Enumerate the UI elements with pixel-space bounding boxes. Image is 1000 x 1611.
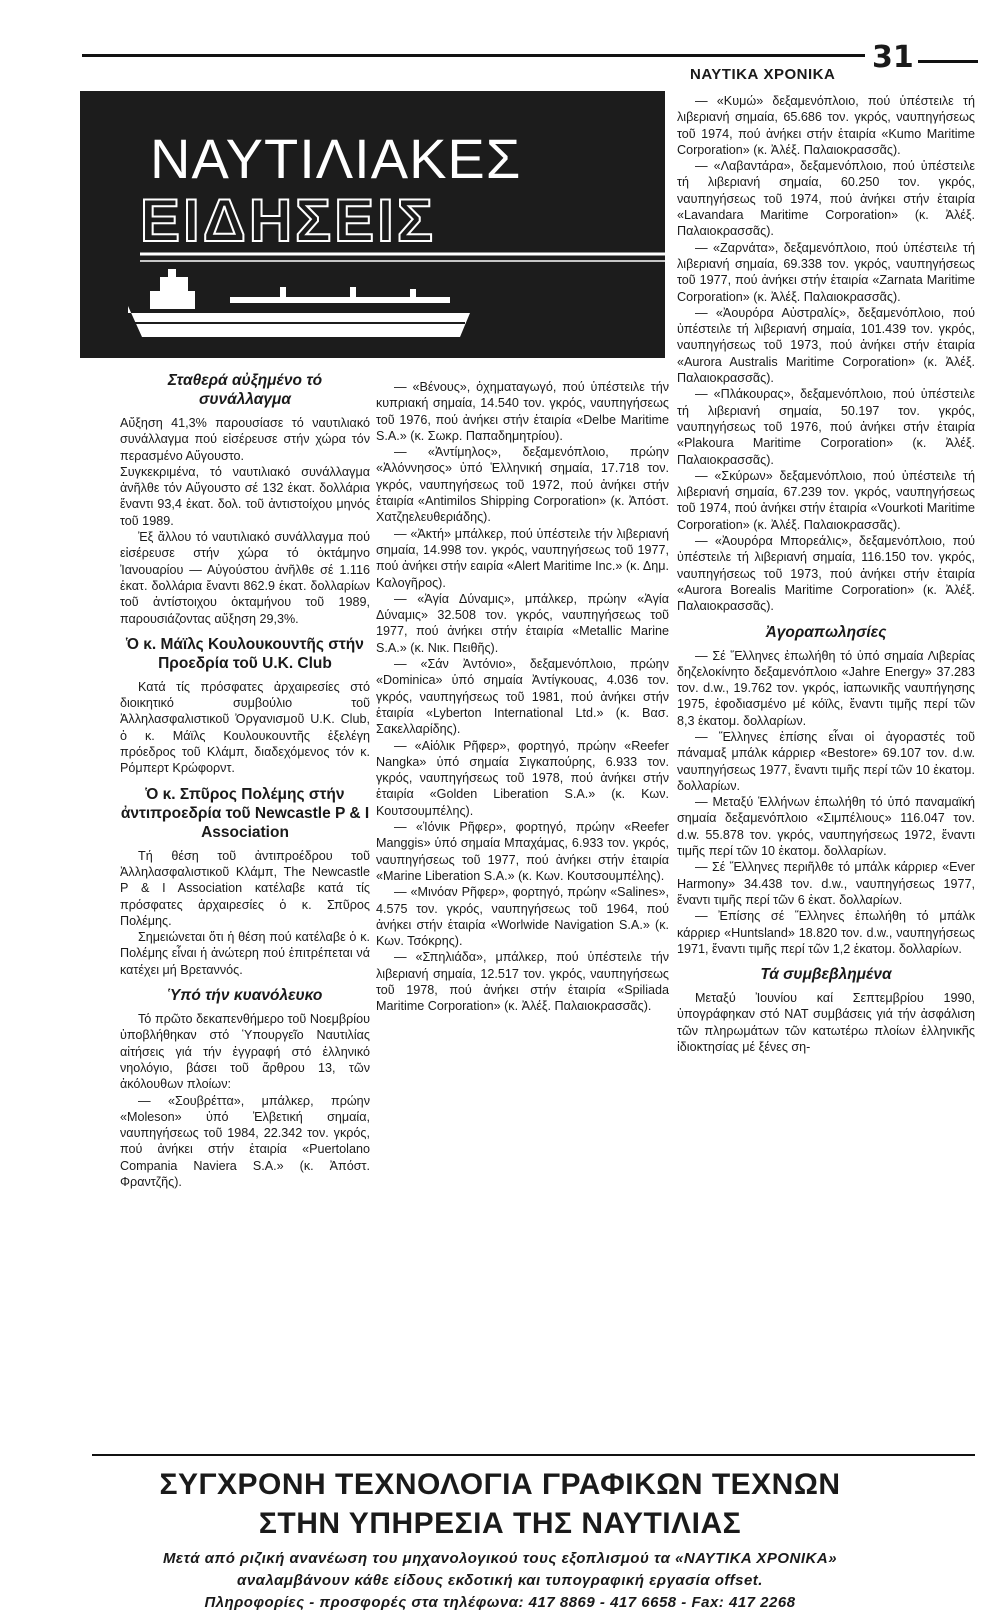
- article-paragraph: — «Ἀουρόρα Αὐστραλίς», δεξαμενόπλοιο, πού ὑπέστειλε τή λιβεριανή σημαία, 101.439 τον. γκρός, ναυπηγήσεως τοῦ 1973, πού ἀνήκει στήν ἑταιρία «Aurora Australis Maritime Corporation» (κ. Ἀλέξ. Παλαιοκρασσᾶς).: [677, 305, 975, 386]
- article-title: Ὑπό τήν κυανόλευκο: [167, 987, 323, 1005]
- article-paragraph: — «Βένους», ὀχηματαγωγό, πού ὑπέστειλε τήν κυπριακή σημαία, 14.540 τον. γκρός, ναυπηγήσεως τοῦ 1976, πού ἀνήκει στήν ἑταιρία «Delbe Maritime S.A.» (κ. Σωκρ. Παπαδημητρίου).: [376, 380, 669, 443]
- article-paragraph: Τή θέση τοῦ ἀντιπροέδρου τοῦ Ἀλληλασφαλιστικοῦ Κλάμπ, The Newcastle P & I Association κατέλαβε κατά τίς πρόσφατες ἀρχαιρεσίες ὁ κ. Σπῦρος Πολέμης.: [120, 848, 370, 928]
- article-paragraph: Μεταξύ Ἰουνίου καί Σεπτεμβρίου 1990, ὑπογράφηκαν στό NAT συμβάσεις γιά τήν ἀσφάλιση τῶν πληρωμάτων τῶν κατωτέρω πλοίων ἑλληνικῆς ἰδιοκτησίας μέ ξένες ση-: [677, 991, 975, 1055]
- article-paragraph: Κατά τίς πρόσφατες ἀρχαιρεσίες στό διοικητικό συμβούλιο τοῦ Ἀλληλασφαλιστικοῦ Ὀργανισμοῦ U.K. Club, ὁ κ. Μάϊλς Κουλουκουντῆς ἐξελέγη πρόεδρος τοῦ Κλάμπ, διαδεχόμενος τόν κ. Ρόμπερτ Κρώφορντ.: [120, 679, 370, 776]
- article-paragraph: — «Κυμώ» δεξαμενόπλοιο, πού ὑπέστειλε τή λιβεριανή σημαία, 65.686 τον. γκρός, ναυπηγήσεως τοῦ 1974, πού ἀνήκει στήν ἑταιρία «Kumo Maritime Corporation» (κ. Ἀλέξ. Παλαιοκρασσᾶς).: [677, 94, 975, 157]
- article-paragraph: Συγκεκριμένα, τό ναυτιλιακό συνάλλαγμα ἀνῆλθε τόν Αὔγουστο σέ 132 ἑκατ. δολλάρια ἔναντι 93,4 ἑκατ. δολ. τοῦ ἀντιστοίχου μηνός τοῦ 1989.: [120, 464, 370, 528]
- banner-title-line1: ΝΑΥΤΙΛΙΑΚΕΣ: [150, 127, 522, 190]
- advert-headline-2: ΣΤΗΝ ΥΠΗΡΕΣΙΑ ΤΗΣ ΝΑΥΤΙΛΙΑΣ: [258, 1507, 742, 1540]
- page-number: 31: [872, 40, 914, 75]
- column-1: [120, 363, 370, 1190]
- article-paragraph: — «Ἰόνικ Ρῆφερ», φορτηγό, πρώην «Reefer Manggis» ὑπό σημαία Μπαχάμας, 6.933 τον. γκρός, ναυπηγήσεως τοῦ 1977, πού ἀνήκει στήν ἑταιρία «Marine Liberation S.A.» (κ. Κων. Κουτσουμπέλης).: [376, 820, 669, 883]
- column-3: [677, 93, 975, 1055]
- article-paragraph: — «Αἰόλικ Ρῆφερ», φορτηγό, πρώην «Reefer Nangka» ὑπό σημαία Σιγκαπούρης, 6.933 τον. γκρός, ναυπηγήσεως τοῦ 1978, πού ἀνήκει στήν ἑταιρία «Golden Liberation S.A.» (κ. Κων. Κουτσουμπέλης).: [376, 738, 669, 818]
- article-paragraph: — «Σκύρων» δεξαμενόπλοιο, πού ὑπέστειλε τή λιβεριανή σημαία, 67.239 τον. γκρός, ναυπηγήσεως τοῦ 1974, πού ἀνήκει στήν ἑταιρία «Vourkoti Maritime Corporation» (κ. Ἀλέξ. Παλαιοκρασσᾶς).: [677, 468, 975, 532]
- article-paragraph: Τό πρῶτο δεκαπενθήμερο τοῦ Νοεμβρίου ὑποβλήθηκαν στό Ὑπουργεῖο Ναυτιλίας αἰτήσεις γιά τήν ἐγγραφή στό ἑλληνικό νηολόγιο, βάσει τοῦ ἄρθρου 13, τῶν ἀκόλουθων πλοίων:: [120, 1012, 370, 1092]
- tanker-ship-icon: [80, 91, 665, 358]
- article-paragraph: — Ἐπίσης σέ Ἕλληνες ἐπωλήθη τό μπάλκ κάρριερ «Huntsland» 18.820 τον. d.w., ναυπηγήσεως 1971, ἔναντι τιμῆς περί τῶν 1,2 ἑκατομ. δολλαρίων.: [677, 909, 975, 956]
- article-paragraph: Ἐξ ἄλλου τό ναυτιλιακό συνάλλαγμα πού εἰσέρευσε στήν χώρα τό ὀκτάμηνο Ἰανουαρίου — Αὐγούστου ἀνῆλθε σέ 1.116 ἑκατ. δολλάρια ἔναντι 862.9 ἑκατ. δολλαρίων τοῦ ἀντίστοιχου ὀκταμήνου τοῦ 1989, παρουσιάζοντας αὔξηση 29,3%.: [120, 530, 370, 626]
- banner-title-line2: ΕΙΔΗΣΕΙΣ: [140, 187, 436, 254]
- article-title: Ὁ κ. Σπῦρος Πολέμης στήν ἀντιπροεδρία τοῦ Newcastle P & I Association: [120, 785, 370, 841]
- article-paragraph: — Σέ Ἕλληνες ἐπωλήθη τό ὑπό σημαία Λιβερίας δηζελοκίνητο δεξαμενόπλοιο «Jahre Energy» 37.283 τον. d.w., 19.762 τον. γκρός, ἰαπωνικῆς ναυπήγησης 1975, ἐφοδιασμένο μέ κόϊλς, ἔναντι τιμῆς περί τῶν 8,3 ἑκατομ. δολλαρίων.: [677, 648, 975, 728]
- advert-body-2: αναλαμβάνουν κάθε είδους εκδοτική και τυπογραφική εργασία offset.: [237, 1572, 763, 1589]
- article-paragraph: — «Πλάκουρας», δεξαμενόπλοιο, πού ὑπέστειλε τή λιβεριανή σημαία, 50.197 τον. γκρός, ναυπηγήσεως τοῦ 1976, πού ἀνήκει στήν ἑταιρία «Plakoura Maritime Corporation» (κ. Ἀλέξ. Παλαιοκρασσᾶς).: [677, 387, 975, 467]
- article-paragraph: Αὔξηση 41,3% παρουσίασε τό ναυτιλιακό συνάλλαγμα πού εἰσέρευσε στήν χώρα τόν περασμένο Αὔγουστο.: [120, 416, 370, 463]
- header-rule-right: [918, 60, 978, 63]
- article-paragraph: — «Ἀουρόρα Μπορεάλις», δεξαμενόπλοιο, πού ὑπέστειλε τή λιβεριανή σημαία, 116.150 τον. γκρός, ναυπηγήσεως τοῦ 1973, πού ἀνήκει στήν ἑταιρία «Aurora Borealis Maritime Corporation» (κ. Ἀλέξ. Παλαιοκρασσᾶς).: [677, 534, 975, 614]
- article-paragraph: — «Ἀκτή» μπάλκερ, πού ὑπέστειλε τήν λιβεριανή σημαία, 14.998 τον. γκρός, ναυπηγήσεως τοῦ 1977, πού ἀνήκει στήν εαιρία «Alert Maritime Inc.» (κ. Δημ. Καλογῆρος).: [376, 526, 669, 590]
- article-paragraph: — «Σπηλιάδα», μπάλκερ, πού ὑπέστειλε τήν λιβεριανή σημαία, 12.517 τον. γκρός, ναυπηγήσεως τοῦ 1978, πού ἀνήκει στήν ἑταιρία «Spiliada Maritime Corporation» (κ. Ἀλέξ. Παλαιοκρασσᾶς).: [376, 950, 669, 1014]
- column-2: [376, 379, 669, 1015]
- article-paragraph: Σημειώνεται ὅτι ἡ θέση πού κατέλαβε ὁ κ. Πολέμης εἶναι ἡ ἀνώτερη πού ἐπιτρέπεται νά κατέχει μή Βρεταννός.: [120, 930, 370, 977]
- advert-rule: [92, 1454, 975, 1456]
- article-paragraph: — Μεταξύ Ἑλλήνων ἐπωλήθη τό ὑπό παναμαϊκή σημαία δεξαμενόπλοιο «Σιμπέλιους» 116.047 τον. d.w. 55.878 τον. γκρός, ναυπηγήσεως 1972, ἔναντι τιμῆς περί τῶν 10 ἑκατομ. δολλαρίων.: [677, 795, 975, 859]
- article-paragraph: — «Σουβρέττα», μπάλκερ, πρώην «Moleson» ὑπό Ἐλβετική σημαία, ναυπηγήσεως τοῦ 1984, 22.342 τον. γκρός, πού ἀνήκει στήν ἑταιρία «Puertolano Compania Naviera S.A.» (κ. Ἀπόστ. Φραντζῆς).: [120, 1093, 370, 1189]
- article-title: Ἀγοραπωλησίες: [765, 623, 887, 641]
- article-paragraph: — «Ἀντίμηλος», δεξαμενόπλοιο, πρώην «Ἀλόννησος» ὑπό Ἑλληνική σημαία, 17.718 τον. γκρός, ναυπηγήσεως τοῦ 1972, πού ἀνήκει στήν ἑταιρία «Antimilos Shipping Corporation» (κ. Ἀπόστ. Χατζηελευθεριάδης).: [376, 445, 669, 525]
- article-paragraph: — «Λαβαντάρα», δεξαμενόπλοιο, πού ὑπέστειλε τή λιβεριανή σημαία, 60.250 τον. γκρός, ναυπηγήσεως τοῦ 1974, πού ἀνήκει στήν ἑταιρία «Lavandara Maritime Corporation» (κ. Ἀλέξ. Παλαιοκρασσᾶς).: [677, 159, 975, 239]
- article-title: Τά συμβεβλημένα: [760, 966, 892, 984]
- article-title: Σταθερά αὐξημένο τό συνάλλαγμα: [167, 372, 323, 408]
- advert-body-1: Μετά από ριζική ανανέωση του μηχανολογικού τους εξοπλισμού τα «ΝΑΥΤΙΚΑ ΧΡΟΝΙΚΑ»: [162, 1550, 838, 1567]
- article-paragraph: — «Μινόαν Ρῆφερ», φορτηγό, πρώην «Salines», 4.575 τον. γκρός, ναυπηγήσεως τοῦ 1964, πού ἀνήκει στήν ἑταιρία «Worlwide Navigation S.A.» (κ. Κων. Τσόκρης).: [376, 885, 669, 949]
- article-paragraph: — Σέ Ἕλληνες περιῆλθε τό μπάλκ κάρριερ «Ever Harmony» 34.438 τον. d.w., ναυπηγήσεως 1977, ἔναντι τιμῆς περί τῶν 6 ἑκατ. δολλαρίων.: [677, 860, 975, 907]
- article-paragraph: — «Ἁγία Δύναμις», μπάλκερ, πρώην «Ἁγία Δύναμις» 32.508 τον. γκρός, ναυπηγήσεως τοῦ 1977, πού ἀνήκει στήν ἑταιρία «Metallic Marine S.A.» (κ. Νικ. Πειθῆς).: [376, 591, 669, 655]
- header-rule-left: [82, 54, 865, 57]
- article-paragraph: — «Σάν Ἀντόνιο», δεξαμενόπλοιο, πρώην «Dominica» ὑπό σημαία Ἀντίγκουας, 4.036 τον. γκρός, ναυπηγήσεως τοῦ 1981, πού ἀνήκει στήν ἑταιρία «Lyberton International Ltd.» (κ. Βασ. Σακελλαρίδης).: [376, 657, 669, 737]
- advert-body-3: Πληροφορίες - προσφορές στα τηλέφωνα: 417 8869 - 417 6658 - Fax: 417 2268: [204, 1594, 796, 1611]
- article-paragraph: — Ἕλληνες ἐπίσης εἶναι οἱ ἀγοραστές τοῦ πάναμαξ μπάλκ κάρριερ «Bestore» 69.107 τον. d.w. ναυπηγήσεως 1977, ἔναντι τιμῆς περί τῶν 10 ἑκατομ. δολλαρίων.: [677, 729, 975, 793]
- section-banner: [80, 91, 665, 358]
- article-paragraph: — «Ζαρνάτα», δεξαμενόπλοιο, πού ὑπέστειλε τή λιβεριανή σημαία, 69.338 τον. γκρός, ναυπηγήσεως τοῦ 1977, πού ἀνήκει στήν ἑταιρία «Zarnata Maritime Corporation» (κ. Ἀλέξ. Παλαιοκρασσᾶς).: [677, 240, 975, 304]
- publication-title: ΝΑΥΤΙΚΑ ΧΡΟΝΙΚΑ: [690, 66, 836, 83]
- advert-headline-1: ΣΥΓΧΡΟΝΗ ΤΕΧΝΟΛΟΓΙΑ ΓΡΑΦΙΚΩΝ ΤΕΧΝΩΝ: [159, 1468, 841, 1501]
- article-title: Ὁ κ. Μάϊλς Κουλουκουντῆς στήν Προεδρία τοῦ U.K. Club: [126, 635, 364, 672]
